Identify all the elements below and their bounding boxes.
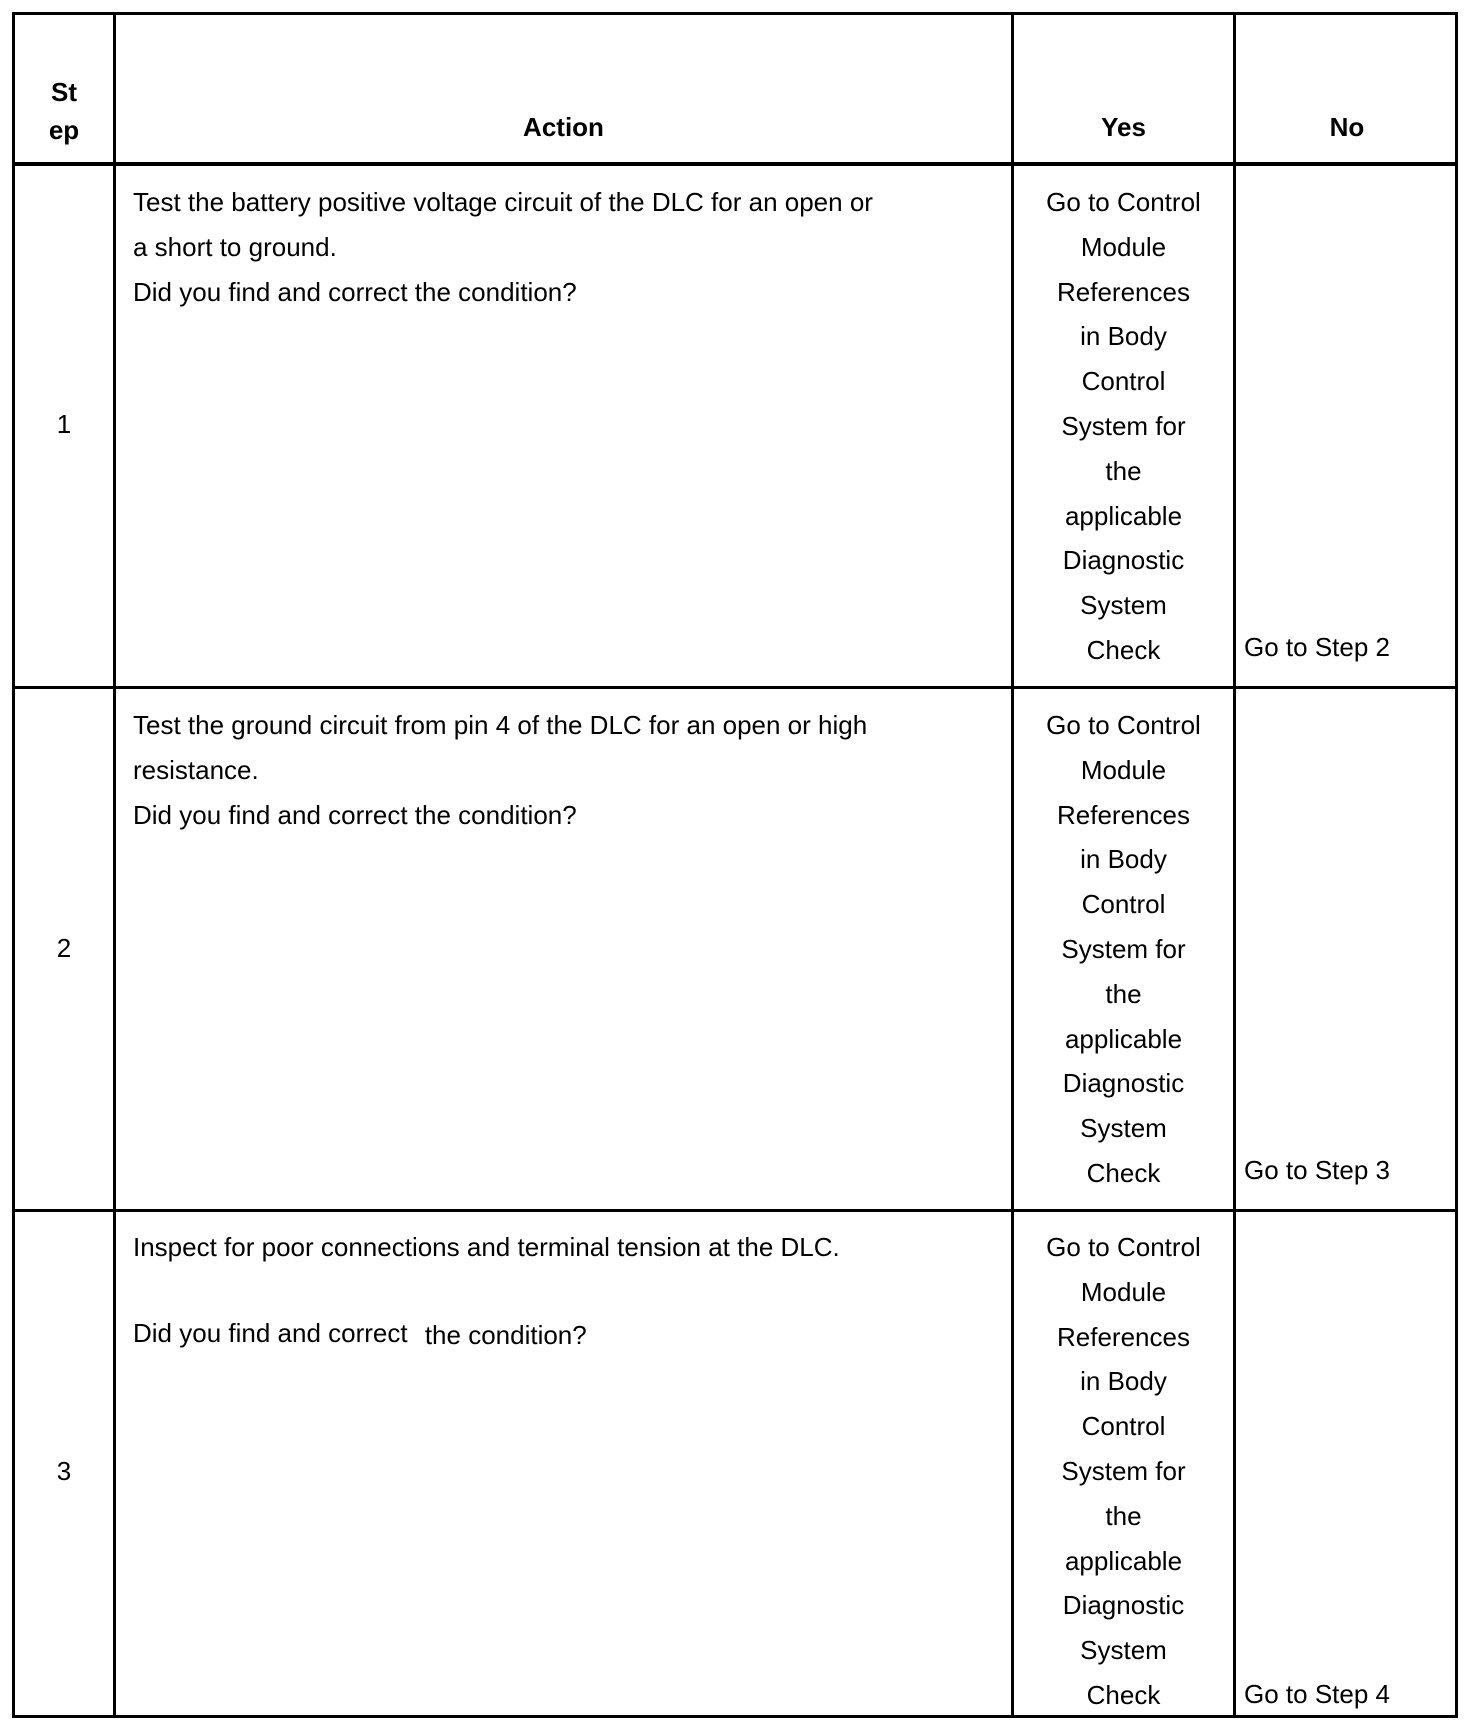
yes-line: Control [1081,889,1166,920]
action-question-part: Did you find and correct [133,1317,408,1348]
action-question [133,1318,1003,1348]
yes-line: in Body [1080,844,1167,875]
yes-line: Diagnostic [1062,545,1185,576]
yes-line: Module [1080,754,1167,785]
row-divider [15,686,1455,689]
yes-line: Check [1086,634,1161,665]
header-action: Action [523,112,604,142]
yes-line: in Body [1080,321,1167,352]
action-text [133,1225,1003,1348]
step-number: 1 [56,409,72,439]
action-line: a short to ground. [133,231,337,262]
yes-text [1014,180,1233,673]
yes-line: Diagnostic [1062,1068,1185,1099]
step-number: 2 [56,933,72,963]
column-divider [1233,15,1236,1715]
no-text: Go to Step 2 [1244,632,1390,662]
yes-line: References [1057,276,1190,307]
yes-line: the [1105,1500,1142,1531]
header-yes: Yes [1101,112,1146,142]
yes-line: System for [1061,933,1186,964]
yes-line: the [1105,978,1142,1009]
column-divider [113,15,116,1715]
yes-line: References [1057,1321,1190,1352]
yes-line: References [1057,799,1190,830]
diagnostic-table [12,12,1458,1718]
yes-line: System for [1061,410,1186,441]
yes-line: Check [1086,1679,1161,1710]
action-text [133,180,1003,314]
yes-line: Go to Control [1046,1232,1201,1262]
yes-text [1014,1225,1233,1718]
yes-line: applicable [1064,1023,1183,1054]
row-divider [15,162,1455,166]
no-text: Go to Step 3 [1244,1155,1390,1185]
action-question-part: the condition? [424,1319,587,1350]
yes-line: applicable [1064,500,1183,531]
yes-line: Diagnostic [1062,1590,1185,1621]
yes-line: Control [1081,1411,1166,1442]
yes-line: the [1105,455,1142,486]
yes-line: System [1080,1113,1167,1144]
yes-line: System for [1061,1455,1186,1486]
yes-line: Go to Control [1046,710,1201,740]
yes-line: Go to Control [1046,187,1201,217]
yes-line: Check [1086,1157,1161,1188]
action-line: Test the ground circuit from pin 4 of the DLC for an open or high [133,710,868,740]
yes-line: System [1080,1635,1167,1666]
action-text [133,703,1003,837]
yes-text [1014,703,1233,1196]
action-question: Did you find and correct the condition? [133,276,577,307]
yes-line: Module [1080,231,1167,262]
action-line: resistance. [133,754,259,785]
step-number: 3 [56,1456,72,1486]
header-step [15,73,113,149]
no-text: Go to Step 4 [1244,1679,1390,1709]
header-step-line2: ep [48,115,80,145]
action-line: Test the battery positive voltage circuit of the DLC for an open or [133,187,873,217]
yes-line: in Body [1080,1366,1167,1397]
action-question: Did you find and correct the condition? [133,799,577,830]
yes-line: Control [1081,366,1166,397]
header-step-line1: St [51,77,77,107]
yes-line: applicable [1064,1545,1183,1576]
header-no: No [1329,112,1365,142]
row-divider [15,1209,1455,1212]
yes-line: System [1080,590,1167,621]
yes-line: Module [1080,1276,1167,1307]
action-line: Inspect for poor connections and terminal tension at the DLC. [133,1232,840,1262]
